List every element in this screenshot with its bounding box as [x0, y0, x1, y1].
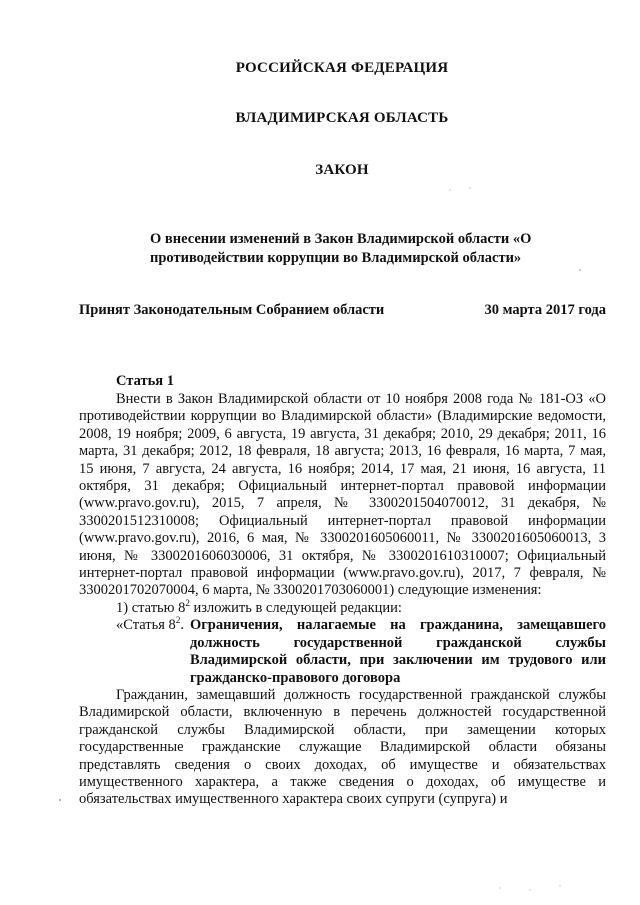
new-article-label-suffix: .: [180, 617, 184, 634]
adopted-by: Принят Законодательным Собранием области: [79, 302, 385, 318]
article-intro: Внести в Закон Владимирской области от 10 ноября 2008 года № 181-ОЗ «О противодействии коррупции во Владимирской области» (Владимирские ведомости, 2008, 19 ноября; 2009, 6 августа, 19 августа, 31 декабря; 2010, 29 декабря; 2011, 16 марта, 31 декабря; 2012, 18 февраля, 18 августа; 2013, 16 февраля, 16 марта, 7 мая, 15 июня, 7 августа, 24 августа, 16 ноября; 2014, 17 мая, 21 июня, 16 августа, 11 октября, 31 декабря; Официальный интернет-портал правовой информации (www.pravo.gov.ru), 2015, 7 апреля, № 3300201504070012, 31 декабря, № 3300201512310008; Официальный интернет-портал правовой информации (www.pravo.gov.ru), 2016, 6 мая, № 3300201605060011, № 3300201605060013, 3 июня, № 3300201606030006, 31 октября, № 3300201610310007; Официальный интернет-портал правовой информации (www.pravo.gov.ru), 2017, 7 февраля, № 3300201702070004, 6 марта, № 3300201703060001) следующие изменения:: [79, 391, 606, 599]
item-1-prefix: 1) статью 8: [116, 599, 186, 616]
new-article-title: Ограничения, налагаемые на гражданина, замещавшего должность государственной гражданской службы Владимирской области, при заключении им трудового или гражданско-правового договора: [189, 617, 606, 686]
law-title: О внесении изменений в Закон Владимирской области «О противодействии коррупции во Владимирской области»: [150, 231, 532, 266]
header-region: ВЛАДИМИРСКАЯ ОБЛАСТЬ: [235, 110, 449, 126]
adopted-date: 30 марта 2017 года: [484, 302, 606, 318]
item-1-sup: 2: [185, 598, 190, 609]
item-1-suffix: изложить в следующей редакции:: [189, 599, 402, 616]
article-heading: Статья 1: [116, 373, 174, 389]
article-paragraph: Гражданин, замещавший должность государственной гражданской службы Владимирской области, включенную в перечень должностей государственной гражданской службы Владимирской области, при замещении которых государственные гражданские служащие Владимирской области обязаны представлять сведения о своих доходах, об имуществе и обязательствах имущественного характера, а также сведения о доходах, об имуществе и обязательствах имущественного характера своих супруги (супруга) и: [79, 686, 606, 808]
new-article-label-prefix: «Статья 8: [116, 617, 176, 634]
header-federation: РОССИЙСКАЯ ФЕДЕРАЦИЯ: [235, 60, 449, 76]
header-doc-type: ЗАКОН: [315, 162, 369, 178]
new-article-label-sup: 2: [175, 615, 181, 626]
